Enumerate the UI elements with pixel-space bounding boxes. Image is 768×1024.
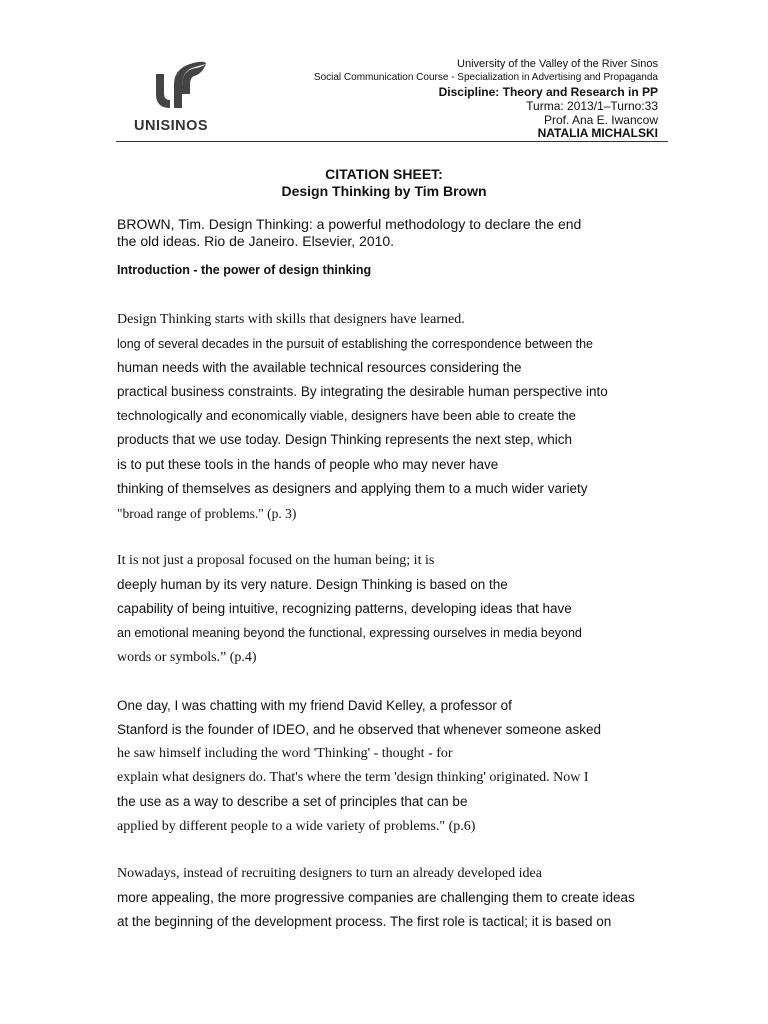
body-line: deeply human by its very nature. Design Thinking is based on the: [117, 577, 508, 592]
reference-line-2: the old ideas. Rio de Janeiro. Elsevier, 2010.: [117, 233, 395, 249]
body-line: the use as a way to describe a set of principles that can be: [117, 794, 468, 809]
body-line: One day, I was chatting with my friend David Kelley, a professor of: [117, 698, 512, 713]
body-line: Stanford is the founder of IDEO, and he observed that whenever someone asked: [117, 722, 602, 737]
body-line: is to put these tools in the hands of people who may never have: [117, 457, 499, 472]
unisinos-logo: [134, 60, 216, 136]
section-heading: Introduction - the power of design thinking: [117, 263, 372, 277]
body-line: It is not just a proposal focused on the human being; it is: [117, 553, 435, 568]
logo-wordmark: UNISINOS: [134, 118, 209, 134]
body-line: more appealing, the more progressive companies are challenging them to create ideas: [117, 890, 635, 905]
header-discipline: Discipline: Theory and Research in PP: [438, 85, 658, 99]
header-course: Social Communication Course - Specialization in Advertising and Propaganda: [313, 72, 658, 83]
header-student: NATALIA MICHALSKI: [537, 126, 658, 140]
body-line: capability of being intuitive, recognizing patterns, developing ideas that have: [117, 601, 572, 616]
header-class: Turma: 2013/1–Turno:33: [526, 99, 658, 113]
body-line: long of several decades in the pursuit of establishing the correspondence between the: [117, 337, 594, 351]
body-line: thinking of themselves as designers and applying them to a much wider variety: [117, 481, 588, 496]
body-line: products that we use today. Design Thinking represents the next step, which: [117, 432, 573, 447]
body-line: technologically and economically viable, designers have been able to create the: [117, 408, 576, 423]
page-title: CITATION SHEET:: [325, 166, 443, 182]
body-line: Design Thinking starts with skills that designers have learned.: [117, 312, 465, 327]
body-line: words or symbols.” (p.4): [117, 650, 257, 665]
body-line: "broad range of problems." (p. 3): [117, 506, 297, 521]
page-subtitle: Design Thinking by Tim Brown: [281, 183, 487, 199]
body-line: human needs with the available technical resources considering the: [117, 360, 522, 375]
header-professor: Prof. Ana E. Iwancow: [543, 113, 658, 127]
body-line: practical business constraints. By integrating the desirable human perspective into: [117, 384, 608, 399]
header-university: University of the Valley of the River Sinos: [457, 58, 658, 70]
body-line: applied by different people to a wide variety of problems." (p.6): [117, 819, 476, 834]
body-line: an emotional meaning beyond the functional, expressing ourselves in media beyond: [117, 626, 582, 640]
body-line: at the beginning of the development process. The first role is tactical; it is based on: [117, 914, 612, 929]
unisinos-logo-mark-icon: [152, 60, 208, 116]
header-divider: [116, 141, 668, 142]
body-line: Nowadays, instead of recruiting designers to turn an already developed idea: [117, 866, 542, 881]
reference-line-1: BROWN, Tim. Design Thinking: a powerful methodology to declare the end: [117, 216, 582, 232]
body-line: he saw himself including the word 'Thinking' - thought - for: [117, 746, 453, 761]
body-line: explain what designers do. That's where the term 'design thinking' originated. Now I: [117, 770, 589, 785]
